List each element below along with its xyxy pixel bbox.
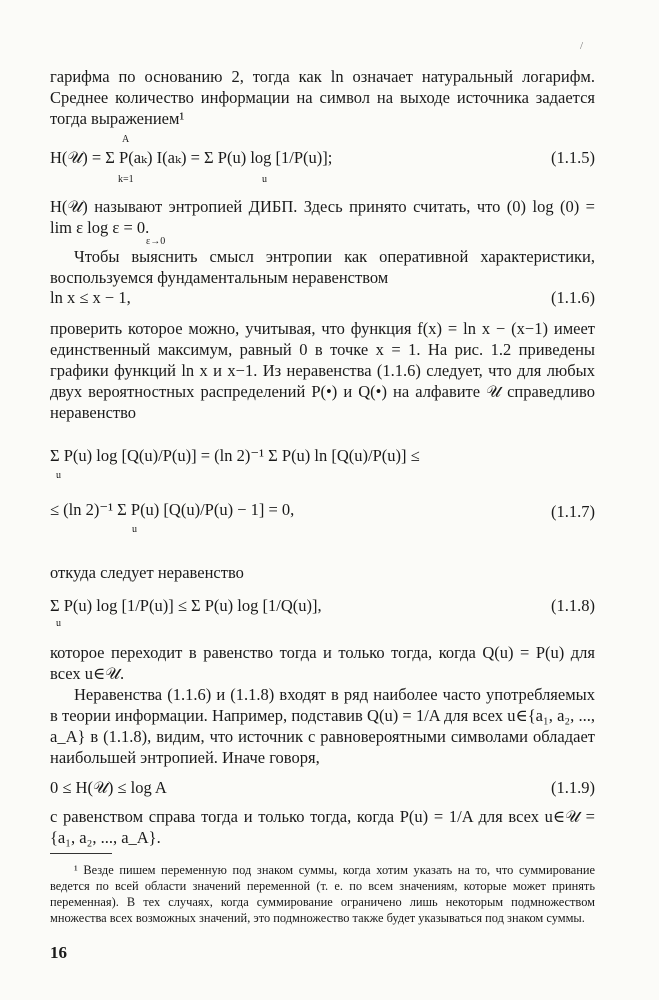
paragraph-2-text: H(𝒰) называют энтропией ДИБП. Здесь принято считать, что (0) log (0) = lim ε log ε = 0.: [50, 197, 595, 237]
equation-1-1-6: [50, 288, 595, 310]
paragraph-6: [50, 642, 595, 684]
corner-mark: /: [580, 40, 584, 52]
equation-1-1-8: [50, 592, 595, 632]
equation-1-1-7-line-1: Σ P(u) log [Q(u)/P(u)] = (ln 2)⁻¹ Σ P(u) ln [Q(u)/P(u)] ≤: [50, 446, 420, 465]
equation-1-1-7-number: (1.1.7): [551, 502, 595, 521]
paragraph-6-text: которое переходит в равенство тогда и только тогда, когда Q(u) = P(u) для всех u∈𝒰.: [50, 643, 595, 683]
page-number: 16: [50, 943, 67, 962]
paragraph-4-text: проверить которое можно, учитывая, что функция f(x) = ln x − (x−1) имеет единственный максимум, равный 0 в точке x = 1. На рис. 1.2 приведены графики функций ln x и x−1. Из неравенства (1.1.6) следует, что для любых двух вероятностных распределений P(•) и Q(•) на алфавите 𝒰 справедливо неравенство: [50, 319, 595, 422]
equation-1-1-7: [50, 438, 595, 548]
sum-lower-limit-3: u: [56, 618, 61, 629]
paragraph-4: [50, 318, 595, 423]
equation-1-1-6-number: (1.1.6): [551, 288, 595, 307]
paragraph-8-text: с равенством справа тогда и только тогда, когда P(u) = 1/A для всех u∈𝒰 = {a₁, a₂, ..., a_A}.: [50, 807, 595, 847]
paragraph-8: [50, 806, 595, 848]
equation-1-1-8-body: Σ P(u) log [1/P(u)] ≤ Σ P(u) log [1/Q(u)],: [50, 596, 322, 615]
paragraph-5-text: откуда следует неравенство: [50, 563, 244, 582]
footnote-divider: [50, 853, 112, 854]
equation-1-1-5-number: (1.1.5): [551, 148, 595, 167]
equation-1-1-8-number: (1.1.8): [551, 596, 595, 615]
paragraph-7: [50, 684, 595, 768]
sum-lower-limit-2: u: [132, 524, 137, 535]
paragraph-2: [50, 196, 595, 238]
footnote-text: ¹ Везде пишем переменную под знаком суммы, когда хотим указать на то, что суммирование ведется по всей области значений переменной (т. е. по всем значениям, которые может принять переменная). В тех случаях, когда суммирование ограничено лишь некоторым подмножеством множества всех возможных значений, это подмножество также будет указываться под знаком суммы.: [50, 863, 595, 925]
footnote: [50, 862, 595, 926]
paragraph-5: [50, 562, 595, 583]
sum-lower-limit-1: u: [56, 470, 61, 481]
equation-1-1-5: [50, 134, 595, 188]
equation-1-1-7-line-2: ≤ (ln 2)⁻¹ Σ P(u) [Q(u)/P(u) − 1] = 0,: [50, 500, 295, 519]
paragraph-1: [50, 66, 595, 129]
paragraph-7-text: Неравенства (1.1.6) и (1.1.8) входят в ряд наиболее часто употребляемых в теории информации. Например, подставив Q(u) = 1/A для всех u∈{a₁, a₂, ..., a_A} в (1.1.8), видим, что источник с равновероятными символами обладает наибольшей энтропией. Иначе говоря,: [50, 685, 595, 767]
equation-1-1-6-body: ln x ≤ x − 1,: [50, 288, 131, 307]
equation-1-1-5-body: H(𝒰) = Σ P(aₖ) I(aₖ) = Σ P(u) log [1/P(u)];: [50, 148, 333, 167]
equation-1-1-9: [50, 778, 595, 800]
limit-subscript: ε→0: [146, 236, 166, 247]
paragraph-3: [50, 246, 595, 288]
paragraph-1-text: гарифма по основанию 2, тогда как ln означает натуральный логарифм. Среднее количество информации на символ на выходе источника задается тогда выражением¹: [50, 67, 595, 128]
equation-1-1-9-body: 0 ≤ H(𝒰) ≤ log A: [50, 778, 167, 797]
sum2-lower-limit: u: [262, 174, 267, 185]
paragraph-3-text: Чтобы выяснить смысл энтропии как оперативной характеристики, воспользуемся фундаментальным неравенством: [50, 247, 595, 287]
equation-1-1-9-number: (1.1.9): [551, 778, 595, 797]
sum1-upper-limit: A: [122, 134, 130, 145]
sum1-lower-limit: k=1: [118, 174, 134, 185]
